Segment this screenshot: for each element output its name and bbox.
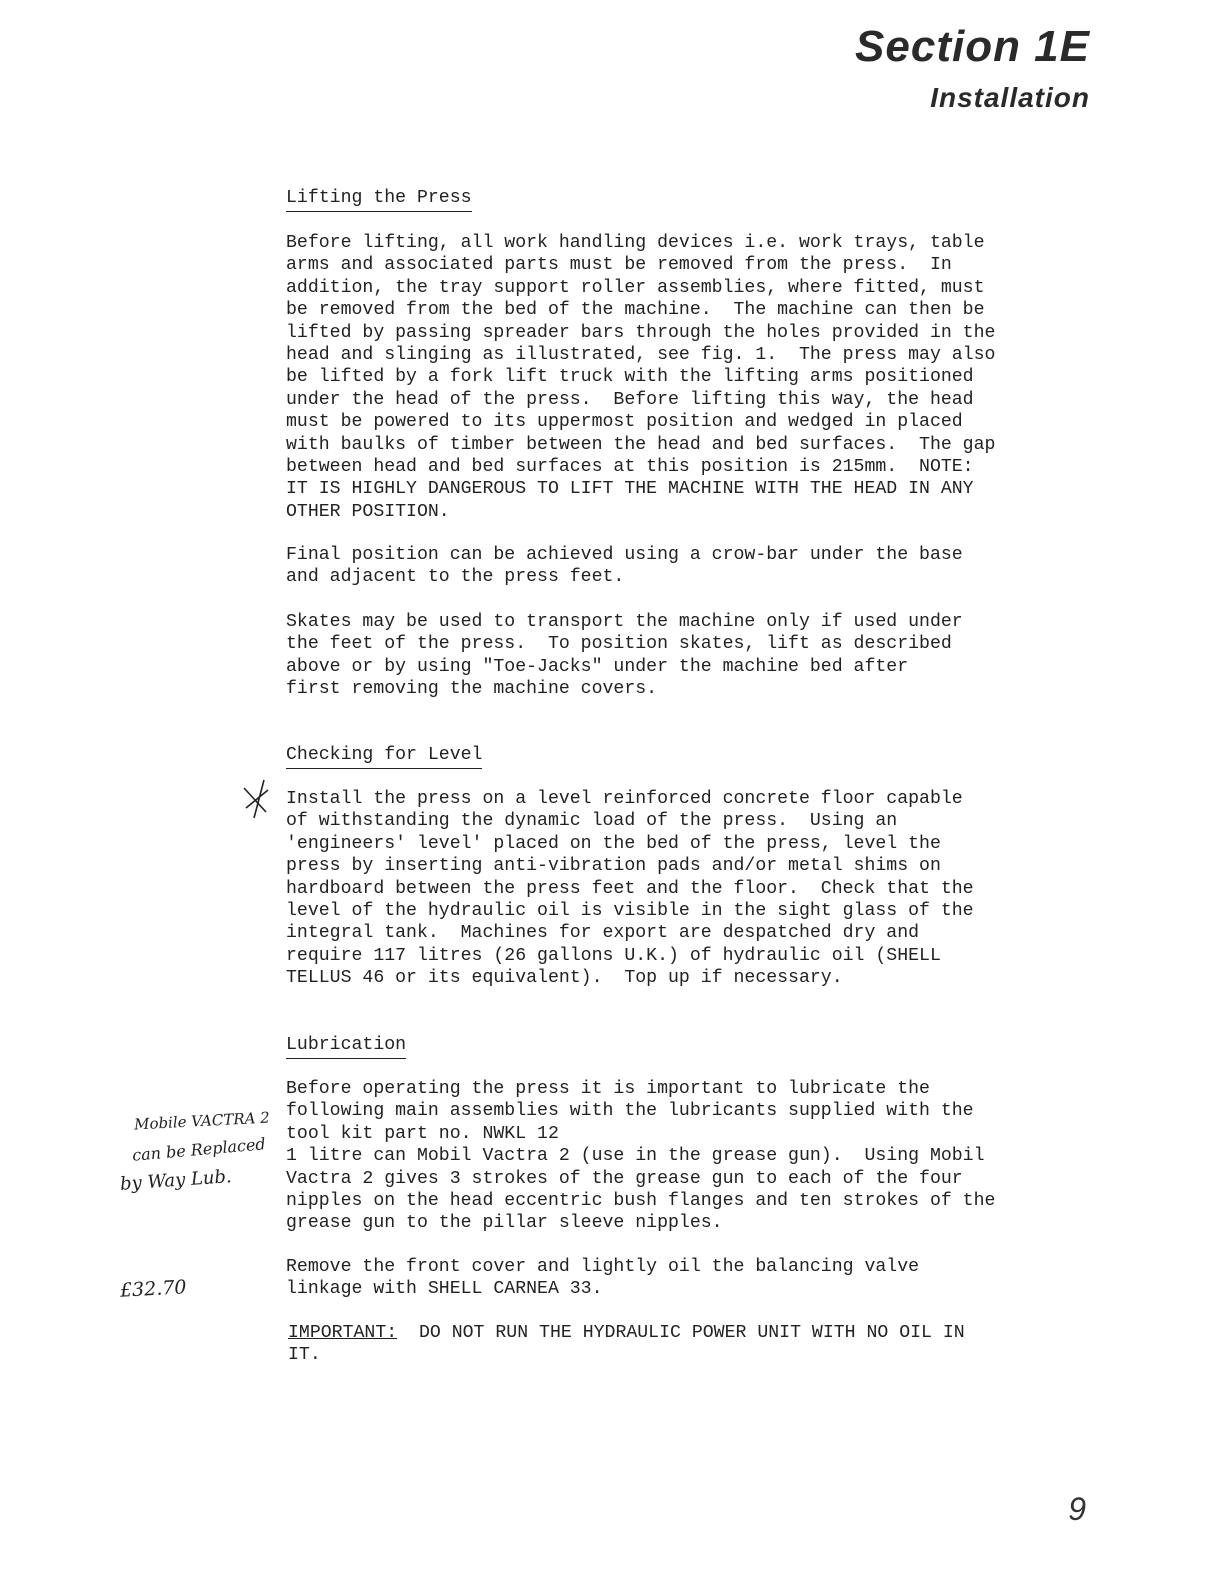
section-subtitle: Installation [930,82,1090,113]
text-line: Remove the front cover and lightly oil the balancing valve [286,1257,920,1277]
text-line: Before operating the press it is important to lubricate the [286,1079,930,1099]
paragraph-lubrication-1 [286,1078,1026,1235]
text-line: Before lifting, all work handling devices i.e. work trays, table [286,233,985,253]
handwritten-note-line3: by Way Lub. [119,1166,233,1195]
text-line: TELLUS 46 or its equivalent). Top up if necessary. [286,968,843,989]
important-text: DO NOT RUN THE HYDRAULIC POWER UNIT WITH NO OIL IN [397,1323,965,1343]
important-notice [288,1322,1028,1367]
text-line: Install the press on a level reinforced concrete floor capable [286,789,963,809]
text-line: lifted by passing spreader bars through the holes provided in the [286,322,996,343]
asterisk-mark-icon [240,778,276,820]
heading-checking-for-level: Checking for Level [286,744,482,769]
important-label: IMPORTANT: [288,1323,398,1343]
text-line: tool kit part no. NWKL 12 [286,1123,559,1144]
important-continuation: IT. [288,1345,321,1366]
paragraph-lifting-1 [286,232,1026,523]
text-line: and adjacent to the press feet. [286,567,625,588]
paragraph-lifting-2 [286,544,1026,589]
text-line: integral tank. Machines for export are despatched dry and [286,923,920,944]
text-line: IT IS HIGHLY DANGEROUS TO LIFT THE MACHINE WITH THE HEAD IN ANY [286,479,974,500]
text-line: Vactra 2 gives 3 strokes of the grease gun to each of the four [286,1168,963,1189]
text-line: be removed from the bed of the machine. The machine can then be [286,300,985,321]
text-line: be lifted by a fork lift truck with the lifting arms positioned [286,367,974,388]
text-line: the feet of the press. To position skates, lift as described [286,634,952,655]
text-line: between head and bed surfaces at this position is 215mm. NOTE: [286,457,974,478]
text-line: OTHER POSITION. [286,501,450,522]
text-line: with baulks of timber between the head and bed surfaces. The gap [286,434,996,455]
text-line: head and slinging as illustrated, see fig. 1. The press may also [286,345,996,366]
paragraph-lifting-3 [286,611,1026,701]
page-number: 9 [1068,1491,1086,1527]
text-line: first removing the machine covers. [286,679,658,700]
section-title: Section 1E [855,22,1090,71]
paragraph-lubrication-2 [286,1256,1026,1301]
text-line: 1 litre can Mobil Vactra 2 (use in the grease gun). Using Mobil [286,1146,985,1167]
text-line: level of the hydraulic oil is visible in the sight glass of the [286,901,974,922]
text-line: Skates may be used to transport the machine only if used under [286,612,963,632]
paragraph-level-1 [286,788,1026,990]
text-line: linkage with SHELL CARNEA 33. [286,1279,603,1300]
text-line: 'engineers' level' placed on the bed of the press, level the [286,833,941,854]
text-line: hardboard between the press feet and the floor. Check that the [286,878,974,899]
text-line: arms and associated parts must be removed from the press. In [286,255,952,276]
heading-lifting-the-press: Lifting the Press [286,187,472,212]
handwritten-price: £32.70 [119,1276,188,1302]
handwritten-note-line2: can be Replaced [131,1134,267,1165]
text-line: above or by using "Toe-Jacks" under the machine bed after [286,656,909,677]
text-line: following main assemblies with the lubricants supplied with the [286,1101,974,1122]
text-line: require 117 litres (26 gallons U.K.) of hydraulic oil (SHELL [286,945,941,966]
text-line: addition, the tray support roller assemblies, where fitted, must [286,277,985,298]
heading-lubrication: Lubrication [286,1034,406,1059]
text-line: press by inserting anti-vibration pads and/or metal shims on [286,856,941,877]
text-line: of withstanding the dynamic load of the press. Using an [286,811,898,832]
text-line: nipples on the head eccentric bush flanges and ten strokes of the [286,1191,996,1212]
text-line: under the head of the press. Before lifting this way, the head [286,389,974,410]
text-line: must be powered to its uppermost position and wedged in placed [286,412,963,433]
handwritten-note-line1: Mobile VACTRA 2 [133,1108,271,1134]
text-line: Final position can be achieved using a crow-bar under the base [286,545,963,565]
text-line: grease gun to the pillar sleeve nipples. [286,1213,723,1234]
